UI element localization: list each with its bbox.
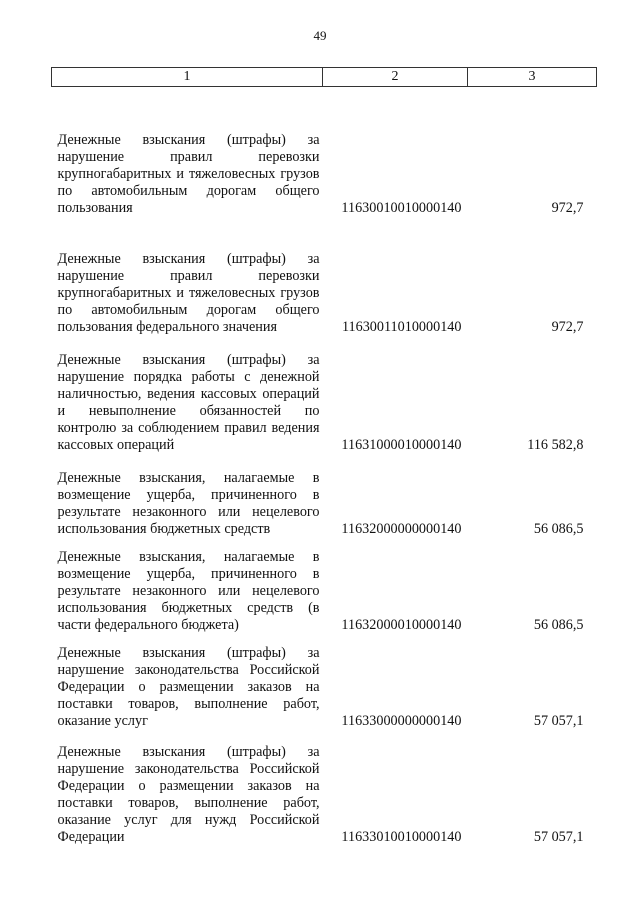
table-header	[52, 68, 597, 87]
row-description: Денежные взыскания (штрафы) за нарушение законодательства Российской Федерации о размещении заказов на поставки товаров, выполнение работ, оказание услуг	[57, 644, 320, 729]
row-amount: 972,7	[551, 199, 584, 216]
row-amount: 57 057,1	[533, 712, 584, 729]
row-description: Денежные взыскания, налагаемые в возмещение ущерба, причиненного в результате незаконного или нецелевого использования бюджетных средств (в части федерального бюджета)	[57, 548, 320, 633]
row-code: 11631000010000140	[341, 436, 462, 453]
row-amount: 56 086,5	[533, 520, 584, 537]
row-description: Денежные взыскания, налагаемые в возмещение ущерба, причиненного в результате незаконного или нецелевого использования бюджетных средств	[57, 469, 320, 537]
budget-table	[51, 67, 597, 846]
row-code: 11632000010000140	[341, 616, 462, 633]
header-row	[52, 68, 597, 87]
row-description: Денежные взыскания (штрафы) за нарушение законодательства Российской Федерации о размещении заказов на поставки товаров, выполнение работ, оказание услуг для нужд Российской Федерации	[57, 743, 320, 845]
table-row	[52, 87, 597, 217]
row-code: 11632000000000140	[341, 520, 462, 537]
table-row	[52, 454, 597, 538]
table-row	[52, 538, 597, 634]
row-description: Денежные взыскания (штрафы) за нарушение правил перевозки крупногабаритных и тяжеловесных грузов по автомобильным дорогам общего пользования	[57, 131, 320, 216]
column-header-code: 2	[323, 68, 468, 87]
row-code: 11630011010000140	[341, 318, 462, 335]
column-header-description: 1	[52, 68, 323, 87]
page-number: 49	[313, 28, 327, 43]
table-row	[52, 730, 597, 846]
table-row	[52, 336, 597, 454]
column-header-amount: 3	[468, 68, 597, 87]
table-body	[52, 87, 597, 846]
row-code: 11633000000000140	[341, 712, 462, 729]
row-amount: 972,7	[551, 318, 584, 335]
row-amount: 57 057,1	[533, 828, 584, 845]
row-amount: 116 582,8	[527, 436, 584, 453]
row-description: Денежные взыскания (штрафы) за нарушение правил перевозки крупногабаритных и тяжеловесных грузов по автомобильным дорогам общего пользования федерального значения	[57, 250, 320, 335]
table-row	[52, 634, 597, 730]
table-row	[52, 217, 597, 336]
row-code: 11630010010000140	[341, 199, 462, 216]
row-amount: 56 086,5	[533, 616, 584, 633]
row-description: Денежные взыскания (штрафы) за нарушение порядка работы с денежной наличностью, ведения кассовых операций и невыполнение обязанностей по контролю за соблюдением правил ведения кассовых операций	[57, 351, 320, 453]
row-code: 11633010010000140	[341, 828, 462, 845]
